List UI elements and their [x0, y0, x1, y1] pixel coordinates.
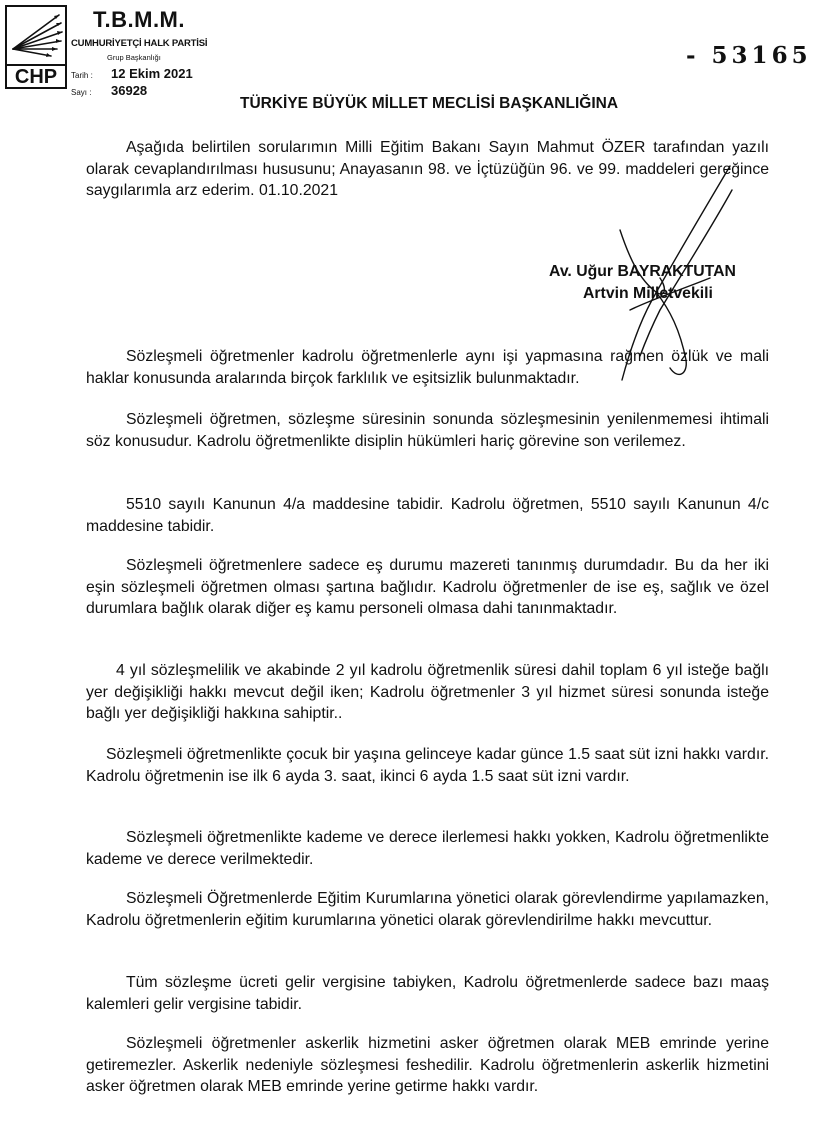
document-number: - 53165: [686, 42, 812, 69]
body-paragraph-5: 4 yıl sözleşmelilik ve akabinde 2 yıl kadrolu öğretmenlik süresi dahil toplam 6 yıl isteğe bağlı yer değişikliği hakkı mevcut değil iken; Kadrolu öğretmenler 3 yıl hizmet süresi sonunda isteğe bağlı yer değişikliği hakkına sahiptir..: [86, 662, 769, 723]
body-paragraph-8: Sözleşmeli Öğretmenlerde Eğitim Kurumlarına yönetici olarak görevlendirme yapılamazken, Kadrolu öğretmenlerin eğitim kurumlarına yönetici olarak görevlendirilme hakkı mevcuttur.: [86, 890, 769, 929]
heading-text: TÜRKİYE BÜYÜK MİLLET MECLİSİ BAŞKANLIĞINA: [239, 95, 619, 112]
body-paragraph-9: Tüm sözleşme ücreti gelir vergisine tabiyken, Kadrolu öğretmenlerde sadece bazı maaş kalemleri gelir vergisine tabidir.: [86, 974, 769, 1013]
body-paragraph-6: Sözleşmeli öğretmenlikte çocuk bir yaşına gelinceye kadar günce 1.5 saat süt izni hakkı vardır. Kadrolu öğretmenin ise ilk 6 ayda 3. saat, ikinci 6 ayda 1.5 saat süt izni vardır.: [86, 746, 769, 785]
body-paragraph-10: Sözleşmeli öğretmenler askerlik hizmetini asker öğretmen olarak MEB emrinde yerine getiremezler. Askerlik nedeniyle sözleşmesi feshedilir. Kadrolu öğretmenlerin askerlik hizmetini asker öğretmen olarak MEB emrinde yerine getirme hakkı vardır.: [86, 1035, 769, 1096]
stamp-date-row: [71, 66, 193, 81]
signatory-name: Av. Uğur BAYRAKTUTAN: [549, 263, 736, 280]
body-paragraph-4: Sözleşmeli öğretmenlere sadece eş durumu mazereti tanınmış durumdadır. Bu da her iki eşin sözleşmeli öğretmen olması şartına bağlıdır. Kadrolu öğretmenler de ise eş, sağlık ve özel durumlara bağlık olarak diğer eş kamu personeli olmasa dahi tanınmaktadır.: [86, 557, 769, 618]
body-paragraph-2: Sözleşmeli öğretmen, sözleşme süresinin sonunda sözleşmesinin yenilenmemesi ihtimali söz konusudur. Kadrolu öğretmenlikte disiplin hükümleri hariç görevine son verilemez.: [86, 411, 769, 450]
stamp-party-name: CUMHURİYETÇİ HALK PARTİSİ: [71, 38, 208, 49]
six-arrows-logo-icon: [5, 5, 67, 63]
signatory-title: Artvin Milletvekili: [583, 285, 713, 302]
intro-paragraph: Aşağıda belirtilen sorularımın Milli Eğitim Bakanı Sayın Mahmut ÖZER tarafından yazılı olarak cevaplandırılması hususunu; Anayasanın 98. ve İçtüzüğün 96. ve 99. maddeleri gereğince saygılarımla arz ederim. 01.10.2021: [86, 139, 769, 200]
stamp-department: Grup Başkanlığı: [107, 53, 161, 62]
stamp-number-value: 36928: [111, 83, 148, 98]
stamp-date-label: Tarih :: [71, 71, 93, 80]
received-stamp: [3, 3, 208, 98]
body-paragraph-7: Sözleşmeli öğretmenlikte kademe ve derece ilerlemesi hakkı yokken, Kadrolu öğretmenlikte kademe ve derece verilmektedir.: [86, 829, 769, 868]
stamp-party-abbr: CHP: [5, 64, 67, 89]
stamp-number-label: Sayı :: [71, 88, 92, 97]
stamp-date-value: 12 Ekim 2021: [111, 66, 193, 81]
body-paragraph-1: Sözleşmeli öğretmenler kadrolu öğretmenlerle aynı işi yapmasına rağmen özlük ve mali haklar konusunda aralarında birçok farklılık ve eşitsizlik bulunmaktadır.: [86, 348, 769, 387]
page-title: [0, 95, 830, 113]
stamp-org: T.B.M.M.: [93, 7, 185, 32]
body-paragraph-3: 5510 sayılı Kanunun 4/a maddesine tabidir. Kadrolu öğretmen, 5510 sayılı Kanunun 4/c maddesine tabidir.: [86, 496, 769, 535]
